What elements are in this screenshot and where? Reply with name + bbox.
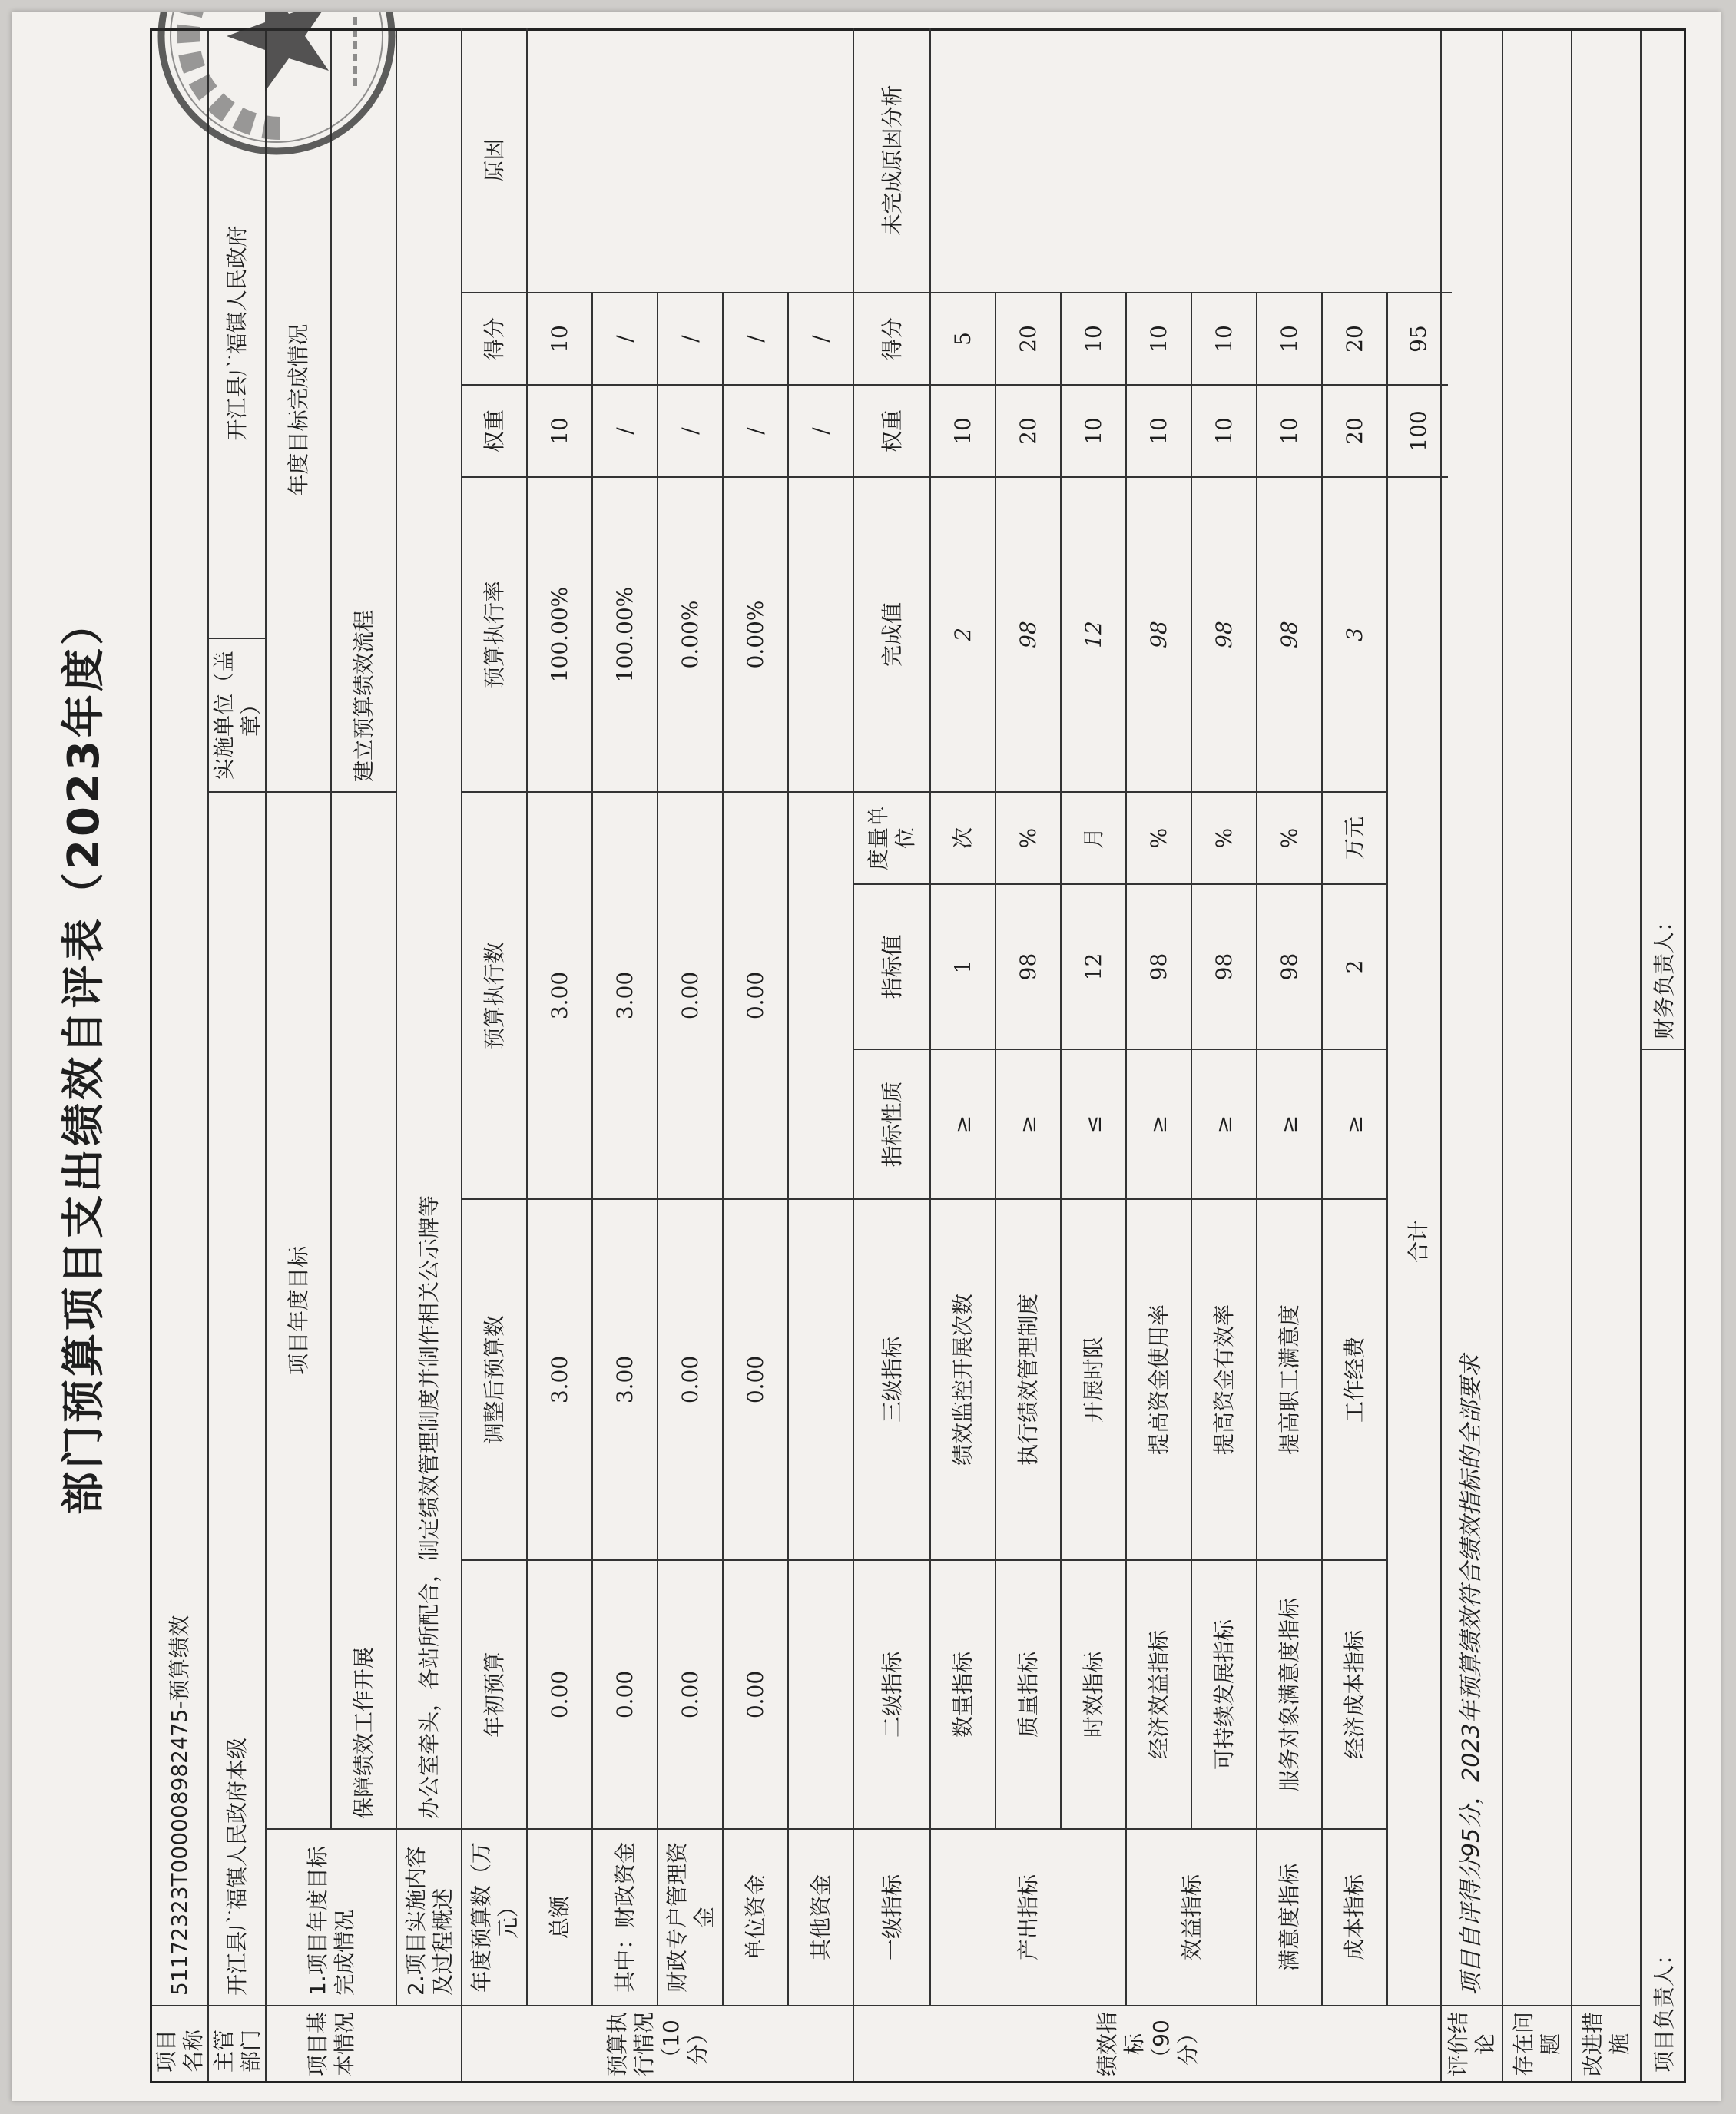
perf-cell-r2-c6: 10 xyxy=(1060,386,1125,478)
perf-cell-r6-c4: 万元 xyxy=(1321,793,1386,885)
impl-label: 2.项目实施内容及过程概述 xyxy=(396,1830,461,2006)
budget-cell-r1-c5: / xyxy=(591,386,657,478)
budget-cell-r0-c6: 10 xyxy=(526,293,591,386)
perf-header-4: 指标值 xyxy=(853,885,929,1050)
budget-header-3: 预算执行数 xyxy=(461,793,526,1200)
perf-cell-r4-c5: 98 xyxy=(1191,478,1256,793)
perf-cell-r4-c3: 98 xyxy=(1191,885,1256,1050)
budget-cell-r4-c5: / xyxy=(787,386,853,478)
perf-header-8: 得分 xyxy=(853,293,929,386)
budget-header-2: 调整后预算数 xyxy=(461,1200,526,1561)
perf-cell-r2-c3: 12 xyxy=(1060,885,1125,1050)
perf-header-5: 度量单位 xyxy=(853,793,929,885)
perf-header-2: 三级指标 xyxy=(853,1200,929,1561)
perf-total-label: 合计 xyxy=(1386,478,1448,2006)
perf-header-3: 指标性质 xyxy=(853,1050,929,1200)
perf-cell-r0-c7: 5 xyxy=(929,293,995,386)
budget-cell-r4-c2 xyxy=(787,1200,853,1561)
conclusion-text: 项目自评得分95分，2023年预算绩效符合绩效指标的全部要求 xyxy=(1440,28,1502,2006)
perf-cell-r5-c7: 10 xyxy=(1256,293,1321,386)
perf-level1-0: 产出指标 xyxy=(929,1830,1125,2006)
budget-cell-r1-c1: 0.00 xyxy=(591,1561,657,1830)
supervisor-label: 主管部门 xyxy=(207,2006,265,2083)
perf-cell-r1-c6: 20 xyxy=(995,386,1060,478)
budget-cell-r2-c1: 0.00 xyxy=(657,1561,722,1830)
perf-header-0: 一级指标 xyxy=(853,1830,929,2006)
perf-cell-r2-c7: 10 xyxy=(1060,293,1125,386)
impl-text: 办公室牵头，各站所配合，制定绩效管理制度并制作相关公示牌等 xyxy=(396,28,461,1830)
budget-cell-r0-c5: 10 xyxy=(526,386,591,478)
perf-header-1: 二级指标 xyxy=(853,1561,929,1830)
budget-cell-r4-c0: 其他资金 xyxy=(787,1830,853,2006)
perf-total-weight: 100 xyxy=(1386,386,1448,478)
perf-cell-r3-c2: ≥ xyxy=(1125,1050,1191,1200)
budget-cell-r1-c6: / xyxy=(591,293,657,386)
budget-cell-r0-c4: 100.00% xyxy=(526,478,591,793)
perf-cell-r3-c4: % xyxy=(1125,793,1191,885)
budget-cell-r2-c6: / xyxy=(657,293,722,386)
perf-cell-r3-c3: 98 xyxy=(1125,885,1191,1050)
perf-level1-2: 满意度指标 xyxy=(1256,1830,1321,2006)
problems-value xyxy=(1502,28,1571,2006)
perf-cell-r6-c7: 20 xyxy=(1321,293,1386,386)
budget-cell-r2-c3: 0.00 xyxy=(657,793,722,1200)
budget-cell-r0-c3: 3.00 xyxy=(526,793,591,1200)
goal-label: 1.项目年度目标完成情况 xyxy=(265,1830,396,2006)
perf-cell-r2-c2: ≤ xyxy=(1060,1050,1125,1200)
perf-cell-r1-c7: 20 xyxy=(995,293,1060,386)
budget-cell-r3-c0: 单位资金 xyxy=(722,1830,787,2006)
perf-cell-r3-c6: 10 xyxy=(1125,386,1191,478)
perf-header-9: 未完成原因分析 xyxy=(853,28,929,293)
perf-cell-r5-c2: ≥ xyxy=(1256,1050,1321,1200)
perf-cell-r1-c5: 98 xyxy=(995,478,1060,793)
budget-cell-r1-c4: 100.00% xyxy=(591,478,657,793)
measures-value xyxy=(1571,28,1640,2006)
perf-cell-r0-c6: 10 xyxy=(929,386,995,478)
budget-section-label: 预算执行情况（10分） xyxy=(461,2006,853,2083)
perf-cell-r5-c5: 98 xyxy=(1256,478,1321,793)
perf-cell-r4-c7: 10 xyxy=(1191,293,1256,386)
budget-cell-r4-c3 xyxy=(787,793,853,1200)
perf-cell-r1-c2: ≥ xyxy=(995,1050,1060,1200)
budget-header-4: 预算执行率 xyxy=(461,478,526,793)
perf-header-6: 完成值 xyxy=(853,478,929,793)
perf-level1-1: 效益指标 xyxy=(1125,1830,1256,2006)
budget-cell-r0-c0: 总额 xyxy=(526,1830,591,2006)
evaluation-table xyxy=(150,28,1686,2083)
perf-cell-r0-c0: 数量指标 xyxy=(929,1561,995,1830)
problems-label: 存在问题 xyxy=(1502,2006,1571,2083)
budget-cell-r3-c3: 0.00 xyxy=(722,793,787,1200)
perf-cell-r4-c6: 10 xyxy=(1191,386,1256,478)
perf-header-7: 权重 xyxy=(853,386,929,478)
perf-cell-r5-c3: 98 xyxy=(1256,885,1321,1050)
budget-reason-cell xyxy=(526,28,853,293)
perf-cell-r1-c0: 质量指标 xyxy=(995,1561,1060,1830)
budget-cell-r4-c1 xyxy=(787,1561,853,1830)
budget-header-0: 年度预算数（万元） xyxy=(461,1830,526,2006)
budget-cell-r3-c6: / xyxy=(722,293,787,386)
perf-cell-r2-c0: 时效指标 xyxy=(1060,1561,1125,1830)
budget-cell-r2-c0: 财政专户管理资金 xyxy=(657,1830,722,2006)
finance-lead-field: 财务负责人： xyxy=(1640,28,1686,1050)
budget-cell-r3-c1: 0.00 xyxy=(722,1561,787,1830)
perf-cell-r5-c1: 提高职工满意度 xyxy=(1256,1200,1321,1561)
perf-cell-r6-c3: 2 xyxy=(1321,885,1386,1050)
perf-cell-r4-c0: 可持续发展指标 xyxy=(1191,1561,1256,1830)
perf-cell-r0-c3: 1 xyxy=(929,885,995,1050)
perf-cell-r0-c5: 2 xyxy=(929,478,995,793)
perf-reason-cell xyxy=(929,28,1452,293)
scanned-page xyxy=(12,12,1721,2101)
perf-cell-r3-c7: 10 xyxy=(1125,293,1191,386)
perf-cell-r5-c4: % xyxy=(1256,793,1321,885)
goal-done-col-header: 年度目标完成情况 xyxy=(265,28,330,793)
perf-cell-r0-c2: ≥ xyxy=(929,1050,995,1200)
project-name-value: 51172323T000008982475-预算绩效 xyxy=(150,28,207,2006)
project-lead-field: 项目负责人： xyxy=(1640,1050,1686,2083)
goal-text: 保障绩效工作开展 xyxy=(330,793,396,1830)
perf-cell-r6-c0: 经济成本指标 xyxy=(1321,1561,1386,1830)
goal-col-header: 项目年度目标 xyxy=(265,793,330,1830)
budget-cell-r4-c4 xyxy=(787,478,853,793)
perf-cell-r0-c1: 绩效监控开展次数 xyxy=(929,1200,995,1561)
budget-cell-r2-c2: 0.00 xyxy=(657,1200,722,1561)
project-name-label: 项目名称 xyxy=(150,2006,207,2083)
budget-cell-r3-c4: 0.00% xyxy=(722,478,787,793)
page-title: 部门预算项目支出绩效自评表（2023年度） xyxy=(59,599,109,1515)
budget-cell-r3-c2: 0.00 xyxy=(722,1200,787,1561)
perf-cell-r4-c4: % xyxy=(1191,793,1256,885)
perf-cell-r6-c5: 3 xyxy=(1321,478,1386,793)
budget-cell-r1-c2: 3.00 xyxy=(591,1200,657,1561)
budget-header-7: 原因 xyxy=(461,28,526,293)
perf-cell-r6-c1: 工作经费 xyxy=(1321,1200,1386,1561)
measures-label: 改进措施 xyxy=(1571,2006,1640,2083)
budget-cell-r1-c3: 3.00 xyxy=(591,793,657,1200)
impl-unit-value: 开江县广福镇人民政府 xyxy=(207,28,265,639)
perf-cell-r6-c2: ≥ xyxy=(1321,1050,1386,1200)
impl-unit-label: 实施单位（盖章） xyxy=(207,639,265,793)
budget-cell-r2-c4: 0.00% xyxy=(657,478,722,793)
official-seal-stamp xyxy=(154,12,399,159)
basic-info-section-label: 项目基本情况 xyxy=(265,2006,396,2083)
performance-section-label: 绩效指标（90分） xyxy=(853,2006,1440,2083)
perf-cell-r1-c4: % xyxy=(995,793,1060,885)
perf-cell-r1-c3: 98 xyxy=(995,885,1060,1050)
budget-cell-r3-c5: / xyxy=(722,386,787,478)
perf-cell-r3-c1: 提高资金使用率 xyxy=(1125,1200,1191,1561)
budget-cell-r4-c6: / xyxy=(787,293,853,386)
perf-cell-r4-c1: 提高资金有效率 xyxy=(1191,1200,1256,1561)
perf-cell-r1-c1: 执行绩效管理制度 xyxy=(995,1200,1060,1561)
perf-cell-r4-c2: ≥ xyxy=(1191,1050,1256,1200)
perf-cell-r3-c0: 经济效益指标 xyxy=(1125,1561,1191,1830)
budget-cell-r0-c2: 3.00 xyxy=(526,1200,591,1561)
perf-cell-r5-c6: 10 xyxy=(1256,386,1321,478)
budget-header-6: 得分 xyxy=(461,293,526,386)
perf-cell-r6-c6: 20 xyxy=(1321,386,1386,478)
perf-cell-r5-c0: 服务对象满意度指标 xyxy=(1256,1561,1321,1830)
goal-done-text: 建立预算绩效流程 xyxy=(330,28,396,793)
budget-cell-r1-c0: 其中：财政资金 xyxy=(591,1830,657,2006)
perf-level1-3: 成本指标 xyxy=(1321,1830,1386,2006)
budget-header-5: 权重 xyxy=(461,386,526,478)
budget-cell-r2-c5: / xyxy=(657,386,722,478)
perf-cell-r2-c4: 月 xyxy=(1060,793,1125,885)
perf-cell-r0-c4: 次 xyxy=(929,793,995,885)
perf-cell-r2-c1: 开展时限 xyxy=(1060,1200,1125,1561)
supervisor-value: 开江县广福镇人民政府本级 xyxy=(207,793,265,2006)
perf-cell-r3-c5: 98 xyxy=(1125,478,1191,793)
conclusion-label: 评价结论 xyxy=(1440,2006,1502,2083)
perf-total-score: 95 xyxy=(1386,293,1448,386)
budget-header-1: 年初预算 xyxy=(461,1561,526,1830)
rotated-form xyxy=(12,12,1721,2101)
perf-cell-r2-c5: 12 xyxy=(1060,478,1125,793)
budget-cell-r0-c1: 0.00 xyxy=(526,1561,591,1830)
